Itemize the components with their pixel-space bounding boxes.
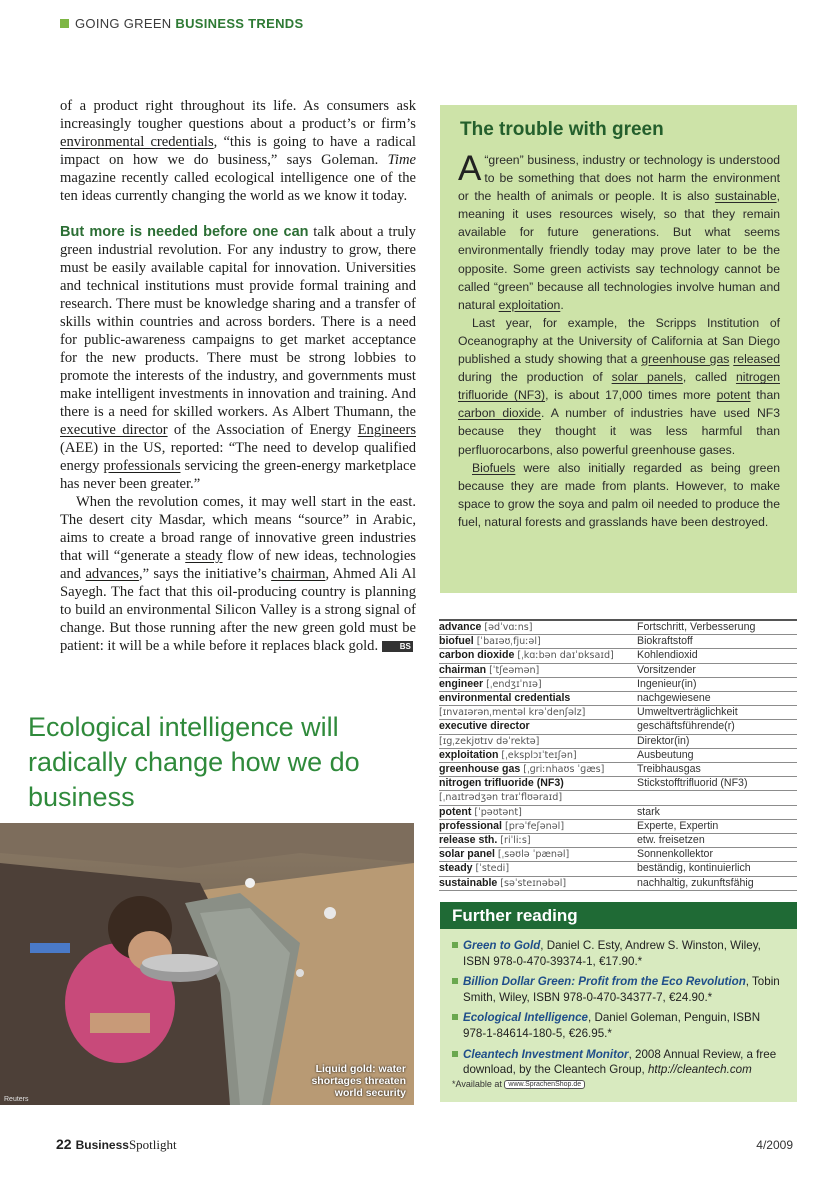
glossary-term [439,763,637,776]
book-title: Cleantech Investment Monitor [463,1047,629,1061]
book-details: , Daniel Goleman, Penguin, ISBN 978-1-84614-180-5, €26.95.* [463,1011,761,1040]
book-title: Ecological Intelligence [463,1011,588,1025]
glossary-term [439,791,637,804]
term-word: nitrogen trifluoride (NF3) [439,777,564,790]
sprachenshop-logo-icon[interactable]: www.SprachenShop.de [504,1080,585,1089]
glossary-term [439,820,637,833]
term-word: potent [439,805,472,818]
further-reading-box [440,902,797,1102]
reading-item [452,1010,784,1041]
term-pronunciation: [prəˈfeʃənəl] [504,820,565,832]
subsection-label: BUSINESS TRENDS [175,16,304,31]
glossary-row [439,664,797,678]
glossary-term [439,720,637,733]
glossary-row [439,791,797,805]
book-details: , 2008 Annual Review, a free download, by the Cleantech Group, [463,1047,777,1077]
further-reading-list [452,938,784,1083]
glossary-term [439,664,637,677]
term-translation: nachhaltig, zukunftsfähig [637,876,754,889]
glossary-term [439,692,637,705]
book-details: , Daniel C. Esty, Andrew S. Winston, Wiley, ISBN 978-0-470-39374-1, €17.90.* [463,939,761,968]
glossary-row [439,619,797,635]
term-translation: Vorsitzender [637,663,696,676]
glossary-row [439,635,797,649]
glossary-row [439,720,797,734]
glossary-row [439,706,797,720]
term-word: solar panel [439,848,495,861]
subheading-lead: But more is needed before one can [60,224,309,240]
glossary-row [439,749,797,763]
pull-quote: Ecological intelligence will radically change how we do business [28,712,360,812]
page-number: 22 [56,1136,72,1152]
glossary-row [439,777,797,791]
term-pronunciation: [ɪgˌzekjʊtɪv dəˈrektə] [439,735,540,747]
term-translation: Experte, Expertin [637,819,719,832]
term-pronunciation: [ˌendʒɪˈnɪə] [486,678,542,690]
term-pronunciation: [ˈpəʊtənt] [474,806,522,818]
term-word: executive director [439,720,530,733]
term-translation [637,791,797,804]
term-translation: geschäftsführende(r) [637,720,735,733]
term-pronunciation: [ˈbaɪəʊˌfjuːəl] [476,636,541,648]
section-header [60,16,303,31]
book-title: Billion Dollar Green: Profit from the Eco Revolution [463,975,746,989]
term-word: sustainable [439,876,498,889]
term-translation: Direktor(in) [637,734,690,747]
glossary-term [439,806,637,819]
term-pronunciation: [ˌeksplɔɪˈteɪʃən] [501,749,577,761]
term-pronunciation: [ɪnvaɪərənˌmentəl krəˈdenʃəlz] [439,707,586,719]
glossary-term [439,735,637,748]
term-translation: Umweltverträglichkeit [637,706,738,719]
end-mark-icon: BS [382,641,413,652]
section-label: GOING GREEN [75,16,172,31]
box-title: The trouble with green [460,119,664,140]
term-pronunciation: [ˌnaɪtrədʒən traɪˈflʊəraɪd] [439,792,563,804]
drop-cap: A [458,149,482,188]
sidebar-box [440,105,797,593]
article-paragraph-1: of a product right throughout its life. As consumers ask increasingly tougher questions about a product’s or firm’s environmental credentials, “this is going to have a radical impact on how we do business,” says Goleman. Time magazine recently called ecological intelligence one of the ten ideas currently changing the world as we know it today. [60,98,416,204]
term-translation: beständig, kontinuierlich [637,862,751,875]
term-pronunciation: [riˈliːs] [500,835,531,847]
bullet-square-icon [452,978,458,984]
term-pronunciation: [ˌsəʊlə ˈpænəl] [497,849,570,861]
article-paragraph-3: When the revolution comes, it may well start in the east. The desert city Masdar, which means “source” in Arabic, aims to create a broad range of innovative green industries that will “generate a steady flow of new ideas, technologies and advances,” says the initiative’s chairman, Ahmed Ali Al Sayegh. The fact that this oil-producing country is planning to build an environmental Silicon Valley is a strong signal of change. But those running after the new green gold must be patient: it will be a while before it replaces black gold. BS [60,494,416,654]
glossary-row [439,862,797,876]
term-translation: Sonnenkollektor [637,848,713,861]
glossary-term [439,834,637,847]
term-word: chairman [439,663,487,676]
glossary-row [439,763,797,777]
glossary-term [439,635,637,648]
glossary-term [439,678,637,691]
term-translation: stark [637,805,660,818]
photo-caption: Liquid gold: water shortages threaten world security [311,1063,406,1099]
term-pronunciation: [səˈsteɪnəbəl] [500,877,567,889]
photo-credit: Reuters [4,1096,29,1103]
bullet-square-icon [452,942,458,948]
term-translation: etw. freisetzen [637,834,705,847]
bullet-square-icon [452,1051,458,1057]
green-square-icon [60,19,69,28]
term-translation: Fortschritt, Verbesserung [637,621,756,633]
term-translation: Kohlendioxid [637,649,698,662]
term-pronunciation: [ˈtʃeəmən] [489,664,540,676]
term-pronunciation: [ˌkɑːbən daɪˈɒksaɪd] [517,650,614,662]
glossary-row [439,692,797,706]
term-word: greenhouse gas [439,763,521,776]
glossary-row [439,848,797,862]
term-word: professional [439,819,502,832]
glossary-row [439,877,797,891]
glossary-row [439,834,797,848]
term-word: release sth. [439,834,498,847]
reading-item [452,974,784,1005]
page-footer-left [56,1136,177,1153]
term-pronunciation: [ˈstedi] [475,863,510,875]
glossary-term [439,706,637,719]
book-title: Green to Gold [463,939,541,952]
term-translation: nachgewiesene [637,692,711,705]
bullet-square-icon [452,1014,458,1020]
box-paragraph-2: Last year, for example, the Scripps Institution of Oceanography at the University of California at San Diego published a study showing that a greenhouse gas released during the production of solar panels, called nitrogen trifluoride (NF3), is about 17,000 times more potent than carbon dioxide. A number of industries have used NF3 because they thought it was less harmful than perfluorocarbons, also powerful greenhouse gases. [458,315,781,457]
box-paragraph-3: Biofuels were also initially regarded as being green because they are made from plants. However, to make space to grow the soya and palm oil needed to produce the fuel, natural forests and grasslands have been destroyed. [458,460,780,529]
availability-note: *Available at www.SprachenShop.de [452,1079,585,1089]
term-word: advance [439,621,482,633]
box-body [458,151,780,531]
book-details: , Tobin Smith, Wiley, ISBN 978-0-470-34377-7, €24.90.* [463,975,780,1004]
box-paragraph-1: A “green” business, industry or technology is understood to be something that does not harm the environment or the health of animals or people. It is also sustainable, meaning it uses resources wisely, so that they remain available for future generations. But what seems environmentally friendly today may prove later to be the opposite. Some green activists say technology cannot be called “green” because all technologies involve human and natural exploitation. [458,149,780,312]
brand-spotlight: Spotlight [128,1137,177,1152]
download-link[interactable]: http://cleantech.com [647,1063,752,1077]
glossary-term-link: environmental credentials [60,134,214,150]
term-pronunciation: [ˌɡriːnhaʊs ˈɡæs] [523,764,605,776]
issue-date: 4/2009 [756,1138,793,1152]
term-translation: Ingenieur(in) [637,677,697,690]
photo-child-drinking-water [0,823,414,1105]
glossary-term [439,848,637,861]
term-word: biofuel [439,635,474,648]
term-word: engineer [439,677,484,690]
glossary-term [439,777,637,790]
term-word: exploitation [439,748,499,761]
article-paragraph-2: But more is needed before one can talk about a truly green industrial revolution. For any industry to grow, there must be easily available capital for innovation. Universities and technical institutions must provide formal training and research. There must be knowledge sharing and a transfer of skills within countries and across borders. There is a need for public-awareness campaigns to get market acceptance for the new products. There must be strong lobbies to promote the interests of the industry, and governments must make intelligent investments in innovation and training. And there is a need for skilled workers. As Albert Thumann, the executive director of the Association of Energy Engineers (AEE) in the US, reported: “The need to develop qualified energy professionals servicing the green-energy marketplace has never been greater.” [60,224,416,492]
glossary-row [439,678,797,692]
term-translation: Biokraftstoff [637,635,693,648]
glossary-term [439,862,637,875]
glossary-row [439,806,797,820]
term-translation: Stickstofftrifluorid (NF3) [637,777,748,790]
article-body [60,97,416,655]
term-pronunciation: [ədˈvɑːns] [484,622,533,633]
term-word: environmental credentials [439,692,571,705]
glossary-term [439,621,637,634]
term-word: carbon dioxide [439,649,515,662]
reading-item [452,1047,784,1078]
reading-item [452,938,784,969]
glossary-row [439,649,797,663]
glossary-table [439,619,797,891]
glossary-term [439,877,637,890]
glossary-row [439,820,797,834]
term-word: steady [439,862,473,875]
glossary-row [439,735,797,749]
term-translation: Ausbeutung [637,748,694,761]
glossary-term [439,749,637,762]
glossary-term [439,649,637,662]
further-reading-title: Further reading [440,902,797,929]
term-translation: Treibhausgas [637,763,701,776]
brand-business: Business [75,1138,129,1152]
